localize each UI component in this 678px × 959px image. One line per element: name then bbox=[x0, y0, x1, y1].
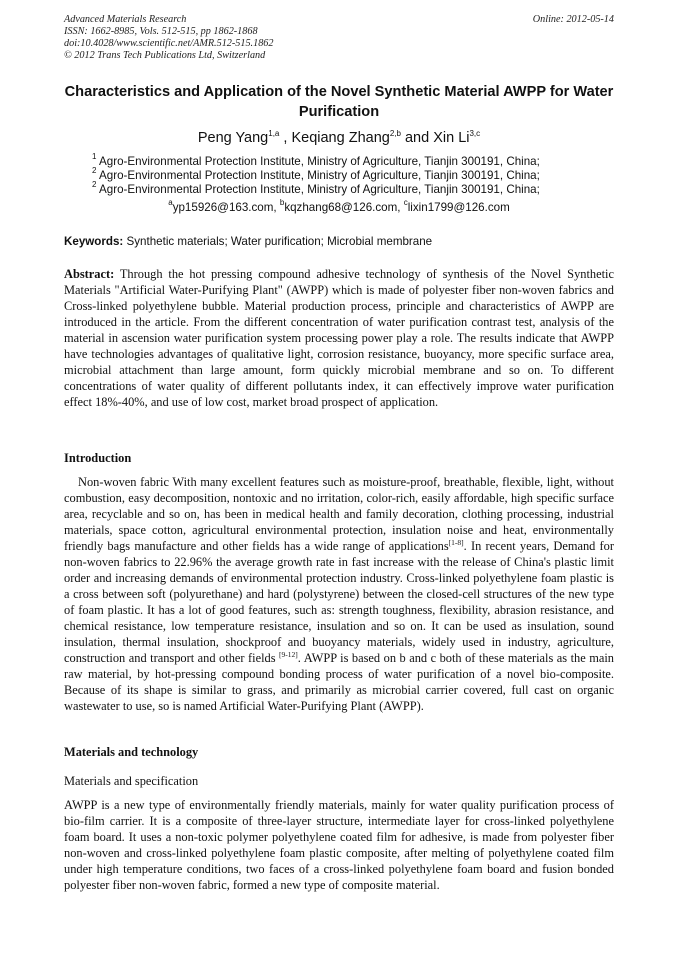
affiliation-number: 2 bbox=[92, 180, 97, 189]
affiliation-line bbox=[92, 152, 618, 169]
introduction-paragraph bbox=[64, 474, 614, 714]
introduction-text: Non-woven fabric With many excellent features such as moisture-proof, breathable, flexible, light, without combustion, easy decomposition, nontoxic and no irritation, color-rich, easily affordable, high specific surface area, recyclable and so on, has been in medical health and family decoration, clothing processing, industrial materials, space cotton, agricultural environmental protection, insulation noise and heat, environmentally friendly bags manufacture and other fields has a wide range of applications bbox=[64, 475, 614, 553]
materials-paragraph: AWPP is a new type of environmentally friendly materials, mainly for water quality purification process of bio-film carrier. It is a composite of three-layer structure, intermediate layer for cross-linked polyethylene foam board. It uses a non-toxic polymer polyethylene coated film for adhesive, is made from polyester fiber non-woven and cross-linked polyethylene foam plastic composite, after melting of polyethylene coated film under high temperature conditions, two faces of a cross-linked polyethylene foam board and fusion bonded polyester fiber non-woven fabric, formed a new type of composite material. bbox=[64, 798, 614, 892]
affiliation-number: 2 bbox=[92, 166, 97, 175]
author-separator: and bbox=[400, 130, 434, 146]
abstract-label: Abstract: bbox=[64, 267, 115, 281]
materials-heading: Materials and technology bbox=[64, 745, 199, 759]
author-name: Xin Li bbox=[433, 130, 470, 146]
email-address: yp15926@163.com, bbox=[172, 201, 280, 214]
materials-subheading: Materials and specification bbox=[64, 774, 199, 788]
email-address: kqzhang68@126.com, bbox=[284, 201, 404, 214]
affiliation-text: Agro-Environmental Protection Institute, Ministry of Agriculture, Tianjin 300191, China; bbox=[99, 155, 540, 168]
author-list bbox=[0, 130, 678, 146]
introduction-heading: Introduction bbox=[64, 451, 132, 465]
doi-line: doi:10.4028/www.scientific.net/AMR.512-515.1862 bbox=[64, 38, 274, 49]
email-superscript: c bbox=[403, 198, 408, 207]
abstract-text: Through the hot pressing compound adhesive technology of synthesis of the Novel Synthetic Materials "Artificial Water-Purifying Plant" (AWPP) which is made of polyester fiber non-woven fabrics and Cross-linked polyethylene bubble. Material production process, principle and characteristics of AWPP are introduced in the article. From the different concentration of water purification contrast test, analysis of the material in ascension water purification system processing power play a role. The results indicate that AWPP have technologies advantages of qualitative light, corrosion resistance, buoyancy, more specific surface area, microbial attachment than large amount, form quickly microbial membrane and so on. To different concentrations of water quality of different pollutants index, it can effectively improve water purification effect 18%-40%, and use of low cost, market broad prospect of application. bbox=[64, 267, 614, 409]
affiliations bbox=[92, 152, 618, 197]
keywords-text: Synthetic materials; Water purification; Microbial membrane bbox=[123, 235, 433, 248]
abstract-paragraph bbox=[64, 266, 614, 410]
introduction-text: . AWPP is based on b and c both of these materials as the main raw material, by hot-pressing compound bonding process of water purification of a novel bio-composite. Because of its shape is similar to grass, and primarily as microbial carrier covered, full cast on organic wastewater to use, so is named Artificial Water-Purifying Plant (AWPP). bbox=[64, 651, 614, 713]
email-superscript: b bbox=[279, 198, 285, 207]
online-date: Online: 2012-05-14 bbox=[532, 14, 614, 25]
email-address: lixin1799@126.com bbox=[407, 201, 510, 214]
author-superscript: 3,c bbox=[469, 129, 481, 138]
keywords-label: Keywords: bbox=[64, 235, 124, 248]
introduction-text: . In recent years, Demand for non-woven fabrics to 22.96% the average growth rate in fast increase with the release of China's plastic limit order and increasing demands of environmental protection industry. Cross-linked polyethylene foam plastic is a cross between soft (polyurethane) and hard (polystyrene) between the closed-cell structures of the new type of foam plastic. It has a lot of good features, such as: strength toughness, flexibility, abrasion resistance, and chemical resistance, low temperature resistance, insulation and so on. It can be used as insulation, sound insulation, thermal insulation, shockproof and buoyancy materials, widely used in industry, agriculture, construction and transport and other fields bbox=[64, 539, 614, 665]
affiliation-text: Agro-Environmental Protection Institute, Ministry of Agriculture, Tianjin 300191, China; bbox=[99, 183, 540, 196]
email-list bbox=[0, 198, 678, 214]
affiliation-line bbox=[92, 180, 618, 197]
journal-header bbox=[64, 14, 614, 62]
copyright-line: © 2012 Trans Tech Publications Ltd, Switzerland bbox=[64, 50, 266, 61]
author-superscript: 2,b bbox=[389, 129, 401, 138]
affiliation-line bbox=[92, 166, 618, 183]
author-name: Keqiang Zhang bbox=[291, 130, 390, 146]
affiliation-text: Agro-Environmental Protection Institute, Ministry of Agriculture, Tianjin 300191, China; bbox=[99, 169, 540, 182]
author-name: Peng Yang bbox=[197, 130, 269, 146]
issn-line: ISSN: 1662-8985, Vols. 512-515, pp 1862-1868 bbox=[64, 26, 258, 37]
journal-name: Advanced Materials Research bbox=[64, 14, 187, 25]
affiliation-number: 1 bbox=[92, 152, 97, 161]
citation: [1-8] bbox=[448, 538, 464, 547]
citation: [9-12] bbox=[279, 650, 298, 659]
keywords bbox=[64, 235, 614, 248]
email-superscript: a bbox=[168, 198, 173, 207]
author-separator: , bbox=[279, 130, 292, 146]
author-superscript: 1,a bbox=[268, 129, 280, 138]
paper-title: Characteristics and Application of the Novel Synthetic Material AWPP for Water Purification bbox=[64, 84, 614, 120]
